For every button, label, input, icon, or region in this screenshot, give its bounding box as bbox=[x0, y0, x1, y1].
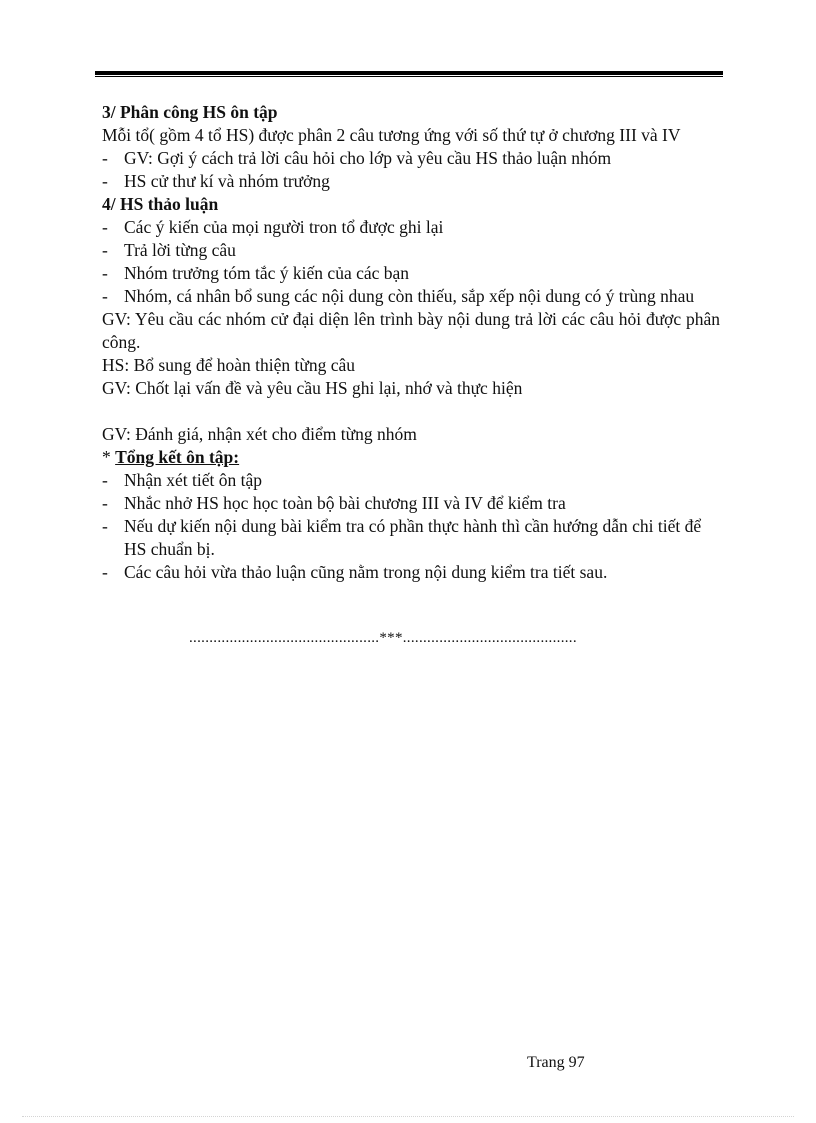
list-item bbox=[102, 239, 720, 262]
gv-conclude-line: GV: Chốt lại vấn đề và yêu cầu HS ghi lại, nhớ và thực hiện bbox=[102, 378, 523, 398]
list-item-text: Các câu hỏi vừa thảo luận cũng nằm trong nội dung kiểm tra tiết sau. bbox=[124, 562, 608, 582]
list-item bbox=[102, 515, 720, 561]
page-number: Trang 97 bbox=[527, 1054, 585, 1071]
list-item-text: Nhắc nhở HS học học toàn bộ bài chương III và IV để kiểm tra bbox=[124, 493, 566, 513]
bullet-dash: - bbox=[102, 286, 108, 306]
list-item bbox=[102, 492, 720, 515]
bullet-dash: - bbox=[102, 493, 108, 513]
list-item bbox=[102, 170, 720, 193]
section-separator: ...............................................***........................................... bbox=[189, 630, 577, 646]
section-3-intro: Mỗi tổ( gồm 4 tổ HS) được phân 2 câu tương ứng với số thứ tự ở chương III và IV bbox=[102, 125, 681, 145]
bullet-dash: - bbox=[102, 148, 108, 168]
hs-complete-line: HS: Bổ sung để hoàn thiện từng câu bbox=[102, 355, 355, 375]
list-item bbox=[102, 216, 720, 239]
summary-heading: Tổng kết ôn tập: bbox=[115, 447, 240, 467]
header-rule-thin-line bbox=[95, 76, 723, 77]
list-item bbox=[102, 147, 720, 170]
bullet-dash: - bbox=[102, 562, 108, 582]
section-4-heading: 4/ HS thảo luận bbox=[102, 194, 219, 214]
list-item bbox=[102, 561, 720, 584]
list-item-text: Nhóm trưởng tóm tắc ý kiến của các bạn bbox=[124, 263, 410, 283]
teacher-request-paragraph: GV: Yêu cầu các nhóm cử đại diện lên trình bày nội dung trả lời các câu hỏi được phân công. bbox=[102, 309, 720, 352]
bullet-dash: - bbox=[102, 240, 108, 260]
bullet-dash: - bbox=[102, 217, 108, 237]
summary-star: * bbox=[102, 447, 111, 467]
list-item-text: Các ý kiến của mọi người tron tổ được ghi lại bbox=[124, 217, 444, 237]
bullet-dash: - bbox=[102, 263, 108, 283]
list-item-text: GV: Gợi ý cách trả lời câu hỏi cho lớp và yêu cầu HS thảo luận nhóm bbox=[124, 148, 612, 168]
list-item bbox=[102, 262, 720, 285]
gv-evaluate-line: GV: Đánh giá, nhận xét cho điểm từng nhóm bbox=[102, 424, 417, 444]
list-item-text: Nhóm, cá nhân bổ sung các nội dung còn thiếu, sắp xếp nội dung có ý trùng nhau bbox=[124, 286, 695, 306]
bullet-dash: - bbox=[102, 470, 108, 490]
list-item bbox=[102, 469, 720, 492]
bullet-dash: - bbox=[102, 516, 108, 536]
section-3-heading: 3/ Phân công HS ôn tập bbox=[102, 102, 278, 122]
footer-dotted-border bbox=[22, 1116, 794, 1117]
list-item-text: Nếu dự kiến nội dung bài kiểm tra có phần thực hành thì cần hướng dẫn chi tiết để HS chuẩn bị. bbox=[124, 516, 702, 559]
header-rule-thick-line bbox=[95, 71, 723, 75]
list-item-text: Trả lời từng câu bbox=[124, 240, 236, 260]
list-item bbox=[102, 285, 720, 308]
list-item-text: HS cử thư kí và nhóm trưởng bbox=[124, 171, 330, 191]
bullet-dash: - bbox=[102, 171, 108, 191]
list-item-text: Nhận xét tiết ôn tập bbox=[124, 470, 263, 490]
summary-heading-line bbox=[102, 446, 720, 469]
header-rule bbox=[95, 71, 723, 77]
blank-line bbox=[102, 400, 720, 423]
document-body bbox=[102, 101, 720, 584]
